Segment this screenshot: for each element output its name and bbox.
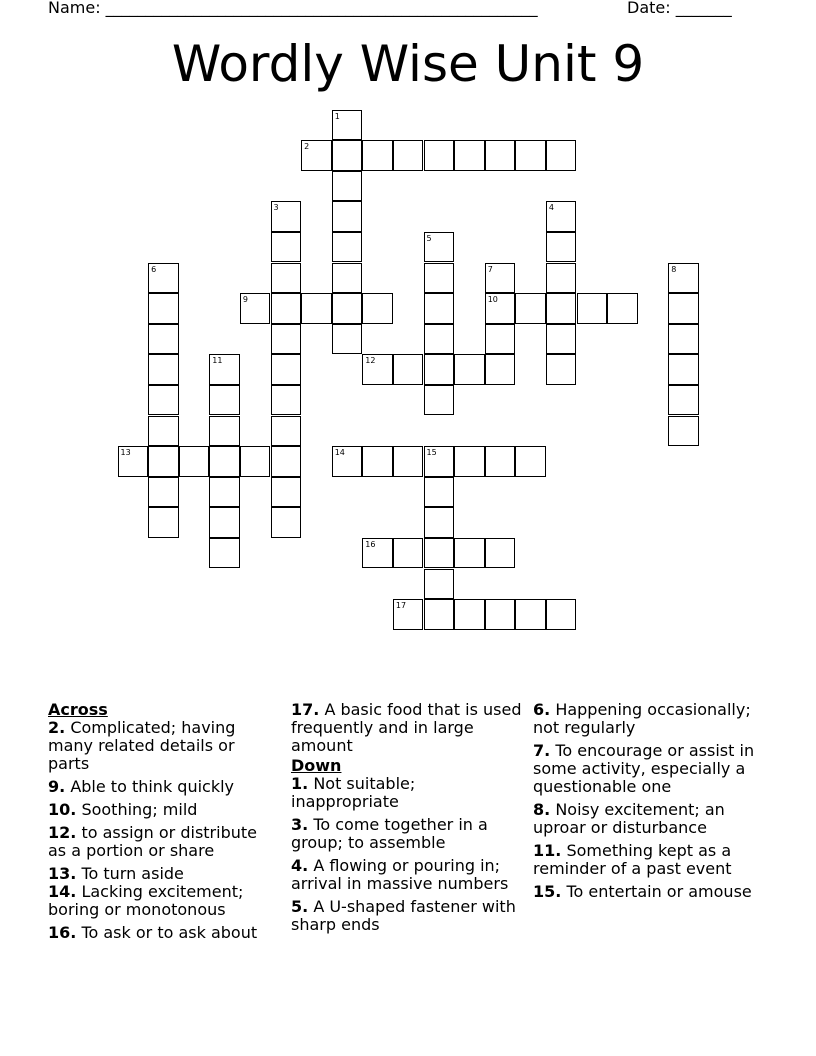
clue-number: 2. [48, 718, 66, 737]
cell-number: 15 [426, 448, 437, 458]
clue-across-10 [48, 801, 278, 819]
clue-down-4 [291, 857, 527, 893]
crossword-cell[interactable] [668, 385, 699, 416]
crossword-cell[interactable] [485, 538, 516, 569]
down-heading: Down [291, 756, 342, 775]
clue-across-12 [48, 824, 278, 860]
crossword-cell[interactable] [668, 324, 699, 355]
crossword-cell[interactable] [362, 354, 393, 385]
crossword-cell[interactable] [454, 599, 485, 630]
cell-number: 5 [426, 233, 432, 243]
crossword-cell[interactable] [271, 293, 302, 324]
crossword-cell[interactable] [271, 201, 302, 232]
crossword-cell[interactable] [454, 354, 485, 385]
crossword-cell[interactable] [668, 354, 699, 385]
crossword-cell[interactable] [271, 416, 302, 447]
clue-text: Not suitable; inappropriate [291, 774, 416, 811]
clue-across-16 [48, 924, 278, 942]
crossword-cell[interactable] [668, 293, 699, 324]
clue-text: Happening occasionally; not regularly [533, 700, 751, 737]
crossword-cell[interactable] [577, 293, 608, 324]
crossword-cell[interactable] [362, 293, 393, 324]
cell-number: 16 [365, 539, 376, 549]
clue-text: A U-shaped fastener with sharp ends [291, 897, 516, 934]
crossword-cell[interactable] [148, 293, 179, 324]
crossword-cell[interactable] [148, 477, 179, 508]
crossword-cell[interactable] [546, 324, 577, 355]
cell-number: 13 [120, 448, 131, 458]
crossword-cell[interactable] [485, 263, 516, 294]
crossword-cell[interactable] [485, 293, 516, 324]
crossword-cell[interactable] [393, 354, 424, 385]
clues-column-3 [533, 701, 765, 906]
clue-text: To turn aside [81, 864, 184, 883]
clue-number: 15. [533, 882, 562, 901]
crossword-cell[interactable] [454, 140, 485, 171]
clue-number: 1. [291, 774, 309, 793]
clue-text: To come together in a group; to assemble [291, 815, 488, 852]
cell-number: 8 [671, 264, 677, 274]
crossword-cell[interactable] [515, 446, 546, 477]
crossword-cell[interactable] [485, 599, 516, 630]
crossword-cell[interactable] [393, 446, 424, 477]
across-heading: Across [48, 700, 108, 719]
date-field-label: Date: _______ [627, 0, 732, 17]
crossword-cell[interactable] [485, 446, 516, 477]
clue-number: 16. [48, 923, 77, 942]
clue-number: 5. [291, 897, 309, 916]
crossword-cell[interactable] [424, 569, 455, 600]
clue-text: Lacking excitement; boring or monotonous [48, 882, 244, 919]
crossword-cell[interactable] [209, 416, 240, 447]
crossword-cell[interactable] [546, 263, 577, 294]
crossword-cell[interactable] [240, 446, 271, 477]
crossword-cell[interactable] [332, 140, 363, 171]
clue-text: Able to think quickly [70, 777, 235, 796]
crossword-cell[interactable] [301, 140, 332, 171]
clues-column-1 [48, 701, 278, 947]
crossword-cell[interactable] [148, 263, 179, 294]
cell-number: 3 [273, 203, 279, 213]
clue-number: 8. [533, 800, 551, 819]
clue-number: 13. [48, 864, 77, 883]
clue-number: 9. [48, 777, 66, 796]
cell-number: 1 [334, 111, 340, 121]
crossword-cell[interactable] [148, 354, 179, 385]
crossword-cell[interactable] [271, 354, 302, 385]
clues-column-2 [291, 701, 527, 939]
crossword-cell[interactable] [179, 446, 210, 477]
clue-number: 10. [48, 800, 77, 819]
cell-number: 7 [487, 264, 493, 274]
crossword-cell[interactable] [546, 293, 577, 324]
crossword-cell[interactable] [546, 140, 577, 171]
crossword-cell[interactable] [546, 232, 577, 263]
cell-number: 14 [334, 448, 345, 458]
crossword-cell[interactable] [424, 354, 455, 385]
crossword-cell[interactable] [332, 446, 363, 477]
crossword-cell[interactable] [271, 232, 302, 263]
crossword-cell[interactable] [515, 293, 546, 324]
crossword-cell[interactable] [271, 477, 302, 508]
crossword-cell[interactable] [515, 599, 546, 630]
crossword-cell[interactable] [362, 140, 393, 171]
clue-down-1 [291, 775, 527, 811]
crossword-cell[interactable] [515, 140, 546, 171]
crossword-cell[interactable] [148, 446, 179, 477]
clue-text: To ask or to ask about [81, 923, 258, 942]
clue-text: A basic food that is used frequently and in large amount [291, 700, 522, 755]
crossword-cell[interactable] [209, 538, 240, 569]
crossword-cell[interactable] [148, 324, 179, 355]
crossword-cell[interactable] [393, 140, 424, 171]
clue-text: Something kept as a reminder of a past event [533, 841, 732, 878]
crossword-cell[interactable] [271, 263, 302, 294]
clue-down-6 [533, 701, 765, 737]
crossword-cell[interactable] [485, 324, 516, 355]
crossword-cell[interactable] [454, 446, 485, 477]
crossword-cell[interactable] [332, 201, 363, 232]
clue-number: 11. [533, 841, 562, 860]
clue-text: to assign or distribute as a portion or share [48, 823, 257, 860]
crossword-cell[interactable] [148, 385, 179, 416]
crossword-cell[interactable] [332, 110, 363, 141]
clue-down-15 [533, 883, 765, 901]
crossword-cell[interactable] [424, 385, 455, 416]
crossword-cell[interactable] [209, 354, 240, 385]
cell-number: 11 [212, 356, 223, 366]
crossword-cell[interactable] [332, 263, 363, 294]
clue-down-3 [291, 816, 527, 852]
clue-down-11 [533, 842, 765, 878]
clue-down-7 [533, 742, 765, 796]
crossword-cell[interactable] [424, 538, 455, 569]
clue-across-2 [48, 719, 278, 773]
name-field-label: Name: ______________________________________________________ [48, 0, 538, 17]
cell-number: 6 [151, 264, 157, 274]
crossword-cell[interactable] [332, 171, 363, 202]
crossword-cell[interactable] [271, 507, 302, 538]
clue-number: 3. [291, 815, 309, 834]
crossword-cell[interactable] [546, 354, 577, 385]
clue-text: Soothing; mild [81, 800, 198, 819]
crossword-cell[interactable] [209, 477, 240, 508]
crossword-cell[interactable] [668, 263, 699, 294]
crossword-cell[interactable] [271, 385, 302, 416]
clue-text: Noisy excitement; an uproar or disturbance [533, 800, 725, 837]
crossword-cell[interactable] [424, 232, 455, 263]
crossword-cell[interactable] [424, 263, 455, 294]
crossword-cell[interactable] [485, 354, 516, 385]
crossword-cell[interactable] [454, 538, 485, 569]
crossword-cell[interactable] [668, 416, 699, 447]
crossword-cell[interactable] [607, 293, 638, 324]
cell-number: 17 [395, 601, 407, 611]
cell-number: 10 [487, 295, 498, 305]
crossword-cell[interactable] [362, 446, 393, 477]
crossword-cell[interactable] [424, 477, 455, 508]
cell-number: 4 [548, 203, 554, 213]
crossword-cell[interactable] [424, 293, 455, 324]
clue-number: 17. [291, 700, 320, 719]
crossword-cell[interactable] [332, 293, 363, 324]
clue-text: To encourage or assist in some activity, especially a questionable one [533, 741, 755, 796]
puzzle-title: Wordly Wise Unit 9 [171, 35, 645, 93]
clue-number: 4. [291, 856, 309, 875]
cell-number: 12 [365, 356, 376, 366]
crossword-cell[interactable] [424, 507, 455, 538]
crossword-cell[interactable] [362, 538, 393, 569]
crossword-cell[interactable] [424, 446, 455, 477]
clue-number: 6. [533, 700, 551, 719]
crossword-cell[interactable] [485, 140, 516, 171]
clue-number: 14. [48, 882, 77, 901]
clue-across-17 [291, 701, 527, 755]
crossword-cell[interactable] [424, 599, 455, 630]
clue-number: 12. [48, 823, 77, 842]
crossword-cell[interactable] [209, 385, 240, 416]
clue-number: 7. [533, 741, 551, 760]
clue-text: Complicated; having many related details or parts [48, 718, 236, 773]
cell-number: 9 [242, 295, 248, 305]
clue-across-14 [48, 883, 278, 919]
clue-down-5 [291, 898, 527, 934]
crossword-cell[interactable] [148, 507, 179, 538]
crossword-cell[interactable] [271, 324, 302, 355]
crossword-cell[interactable] [424, 324, 455, 355]
crossword-cell[interactable] [301, 293, 332, 324]
clue-across-9 [48, 778, 278, 796]
crossword-cell[interactable] [546, 201, 577, 232]
clue-down-8 [533, 801, 765, 837]
crossword-cell[interactable] [148, 416, 179, 447]
crossword-cell[interactable] [546, 599, 577, 630]
crossword-cell[interactable] [209, 446, 240, 477]
crossword-cell[interactable] [332, 324, 363, 355]
crossword-cell[interactable] [393, 599, 424, 630]
clue-across-13 [48, 865, 278, 883]
clue-text: A flowing or pouring in; arrival in massive numbers [291, 856, 509, 893]
crossword-cell[interactable] [240, 293, 271, 324]
crossword-cell[interactable] [209, 507, 240, 538]
crossword-cell[interactable] [332, 232, 363, 263]
crossword-cell[interactable] [271, 446, 302, 477]
crossword-cell[interactable] [393, 538, 424, 569]
crossword-cell[interactable] [424, 140, 455, 171]
cell-number: 2 [304, 142, 310, 152]
clue-text: To entertain or amouse [566, 882, 752, 901]
crossword-cell[interactable] [118, 446, 149, 477]
